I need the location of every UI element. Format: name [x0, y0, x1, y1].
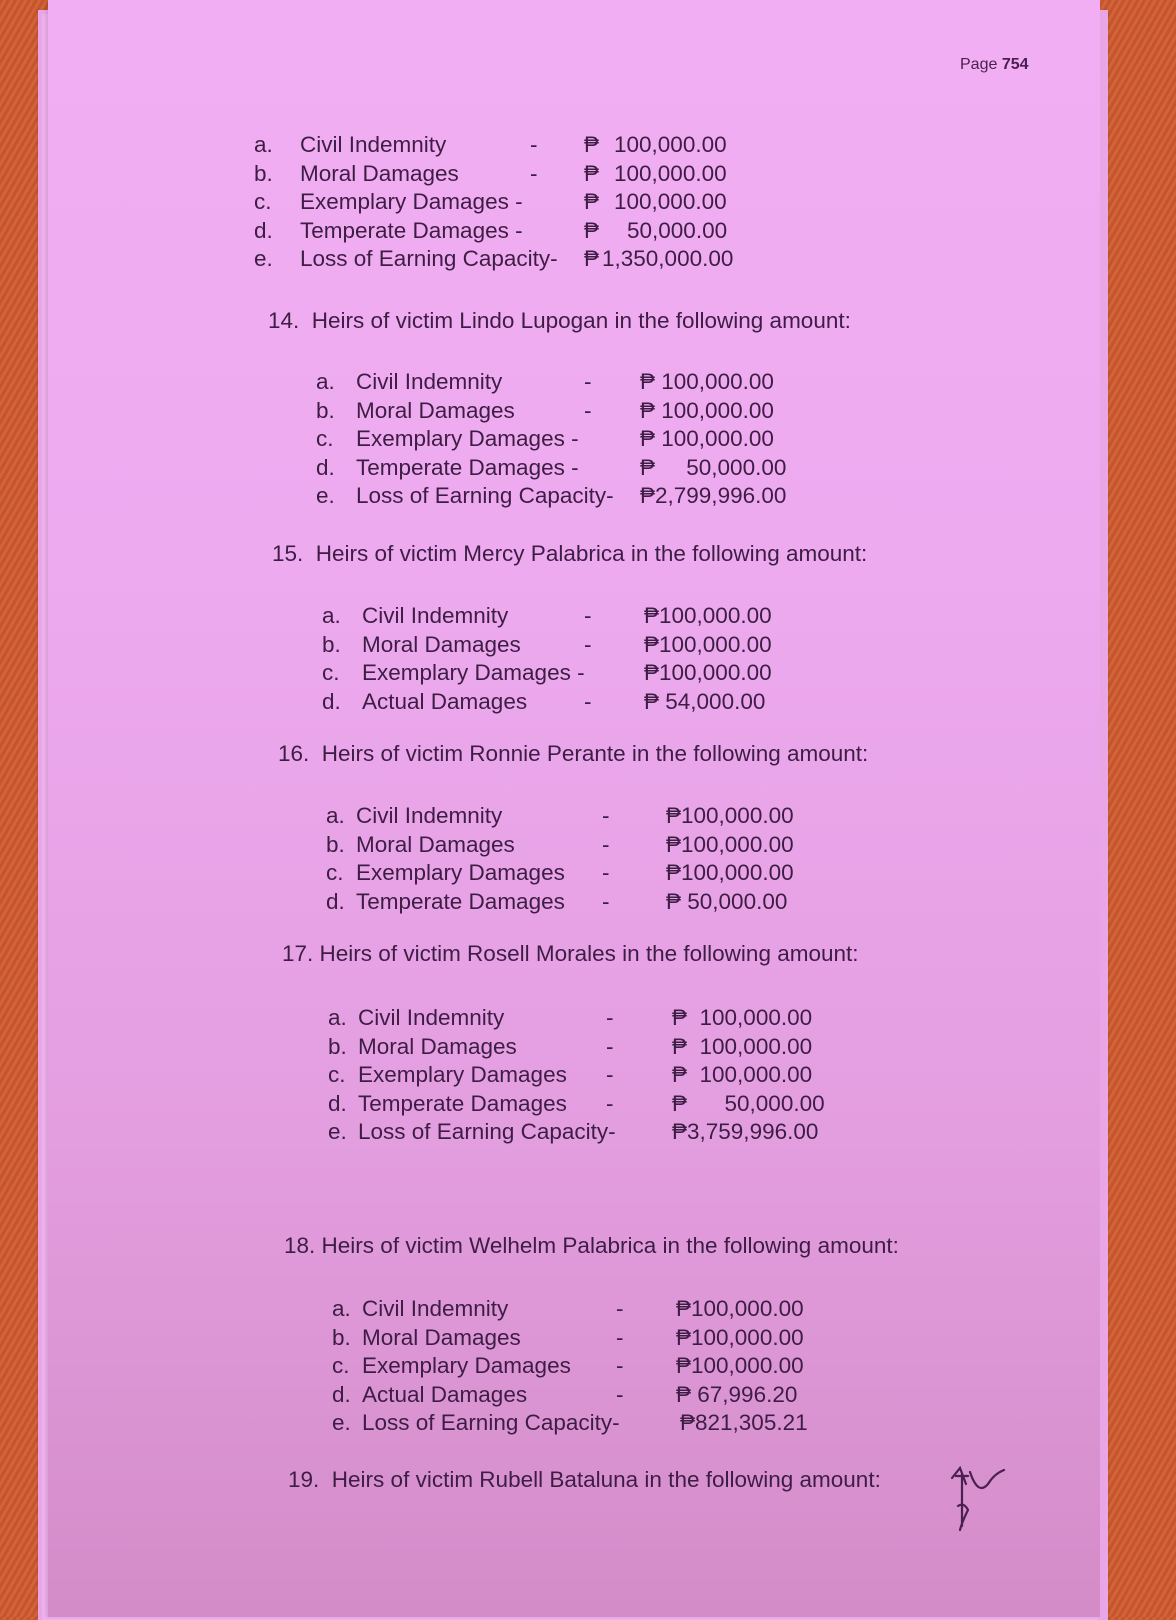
list-item: e. Loss of Earning Capacity- ₱3,759,996.00 — [328, 1118, 848, 1147]
list-item: c. Exemplary Damages - ₱ 100,000.00 — [254, 188, 814, 217]
list-item: c. Exemplary Damages - ₱ 100,000.00 — [328, 1061, 848, 1090]
list-item: d. Temperate Damages - ₱ 50,000.00 — [328, 1090, 848, 1119]
peso-sign: ₱ — [584, 132, 600, 157]
list-item: a. Civil Indemnity - ₱ 100,000.00 — [316, 368, 816, 397]
item-list — [322, 602, 822, 716]
list-item: b. Moral Damages - ₱100,000.00 — [326, 831, 826, 860]
amount: ₱100,000.00 — [676, 1324, 804, 1350]
list-item: b. Moral Damages - ₱ 100,000.00 — [316, 397, 816, 426]
amount: ₱3,759,996.00 — [672, 1119, 819, 1144]
section-heading: 18. Heirs of victim Welhelm Palabrica in the following amount: — [284, 1233, 899, 1258]
list-item: b. Moral Damages - ₱ 100,000.00 — [254, 160, 814, 189]
amount: ₱100,000.00 — [644, 631, 772, 657]
list-item: e. Loss of Earning Capacity- ₱821,305.21 — [332, 1409, 852, 1438]
section-heading: 19. Heirs of victim Rubell Bataluna in the following amount: — [288, 1467, 881, 1492]
item-list — [332, 1295, 852, 1438]
amount: ₱100,000.00 — [676, 1353, 804, 1378]
amount: ₱821,305.21 — [680, 1410, 808, 1435]
amount: 1,350,000.00 — [602, 246, 734, 271]
item-list — [328, 1004, 848, 1147]
list-item: e. Loss of Earning Capacity- ₱ 1,350,000.00 — [254, 245, 814, 274]
page-number: Page 754 — [960, 56, 1029, 73]
amount: ₱ 50,000.00 — [672, 1090, 825, 1116]
list-item: a. Civil Indemnity - ₱100,000.00 — [322, 602, 822, 631]
list-item: e. Loss of Earning Capacity- ₱2,799,996.00 — [316, 482, 816, 511]
list-item: a. Civil Indemnity - ₱100,000.00 — [326, 802, 826, 831]
amount: ₱ 100,000.00 — [672, 1062, 813, 1087]
amount: ₱ 50,000.00 — [640, 454, 787, 480]
section-heading: 15. Heirs of victim Mercy Palabrica in the following amount: — [272, 541, 868, 566]
amount: ₱ 100,000.00 — [672, 1033, 813, 1059]
amount: ₱ 100,000.00 — [640, 397, 774, 423]
amount: ₱100,000.00 — [666, 803, 794, 828]
section-heading: 17. Heirs of victim Rosell Morales in the following amount: — [282, 941, 859, 966]
list-item: d. Actual Damages - ₱ 54,000.00 — [322, 688, 822, 717]
peso-sign: ₱ — [584, 189, 600, 214]
peso-sign: ₱ — [584, 217, 600, 243]
list-item: d. Temperate Damages - ₱ 50,000.00 — [316, 454, 816, 483]
list-item: d. Temperate Damages - ₱ 50,000.00 — [254, 217, 814, 246]
amount: ₱100,000.00 — [676, 1296, 804, 1321]
amount: ₱ 54,000.00 — [644, 688, 766, 714]
amount: ₱100,000.00 — [666, 831, 794, 857]
list-item: a. Civil Indemnity - ₱ 100,000.00 — [254, 131, 814, 160]
list-item: b. Moral Damages - ₱100,000.00 — [332, 1324, 852, 1353]
list-item: b. Moral Damages - ₱ 100,000.00 — [328, 1033, 848, 1062]
peso-sign: ₱ — [584, 160, 600, 186]
amount: 100,000.00 — [614, 132, 727, 157]
item-list — [316, 368, 816, 511]
amount: ₱ 100,000.00 — [640, 369, 774, 394]
amount: ₱100,000.00 — [666, 860, 794, 885]
section-heading: 16. Heirs of victim Ronnie Perante in the following amount: — [278, 741, 869, 766]
item-list — [326, 802, 826, 916]
list-item: c. Exemplary Damages - ₱ 100,000.00 — [316, 425, 816, 454]
amount: ₱ 100,000.00 — [640, 426, 774, 451]
amount: ₱ 67,996.20 — [676, 1381, 798, 1407]
list-item: c. Exemplary Damages - ₱100,000.00 — [332, 1352, 852, 1381]
list-item: b. Moral Damages - ₱100,000.00 — [322, 631, 822, 660]
continued-item-list — [254, 131, 814, 274]
peso-sign: ₱ — [584, 246, 600, 271]
list-item: d. Actual Damages - ₱ 67,996.20 — [332, 1381, 852, 1410]
list-item: a. Civil Indemnity - ₱100,000.00 — [332, 1295, 852, 1324]
amount: ₱2,799,996.00 — [640, 483, 787, 508]
amount: ₱100,000.00 — [644, 603, 772, 628]
handwritten-initials-signature-icon — [948, 1466, 1008, 1536]
amount: ₱ 50,000.00 — [666, 888, 788, 914]
list-item: c. Exemplary Damages - ₱100,000.00 — [322, 659, 822, 688]
section-heading: 14. Heirs of victim Lindo Lupogan in the following amount: — [268, 308, 851, 333]
amount: ₱100,000.00 — [644, 660, 772, 685]
amount: 50,000.00 — [627, 217, 728, 243]
list-item: d. Temperate Damages - ₱ 50,000.00 — [326, 888, 826, 917]
page-number-value: 754 — [1001, 56, 1029, 73]
list-item: c. Exemplary Damages - ₱100,000.00 — [326, 859, 826, 888]
list-item: a. Civil Indemnity - ₱ 100,000.00 — [328, 1004, 848, 1033]
amount: 100,000.00 — [614, 160, 727, 186]
amount: ₱ 100,000.00 — [672, 1005, 813, 1030]
amount: 100,000.00 — [614, 189, 727, 214]
